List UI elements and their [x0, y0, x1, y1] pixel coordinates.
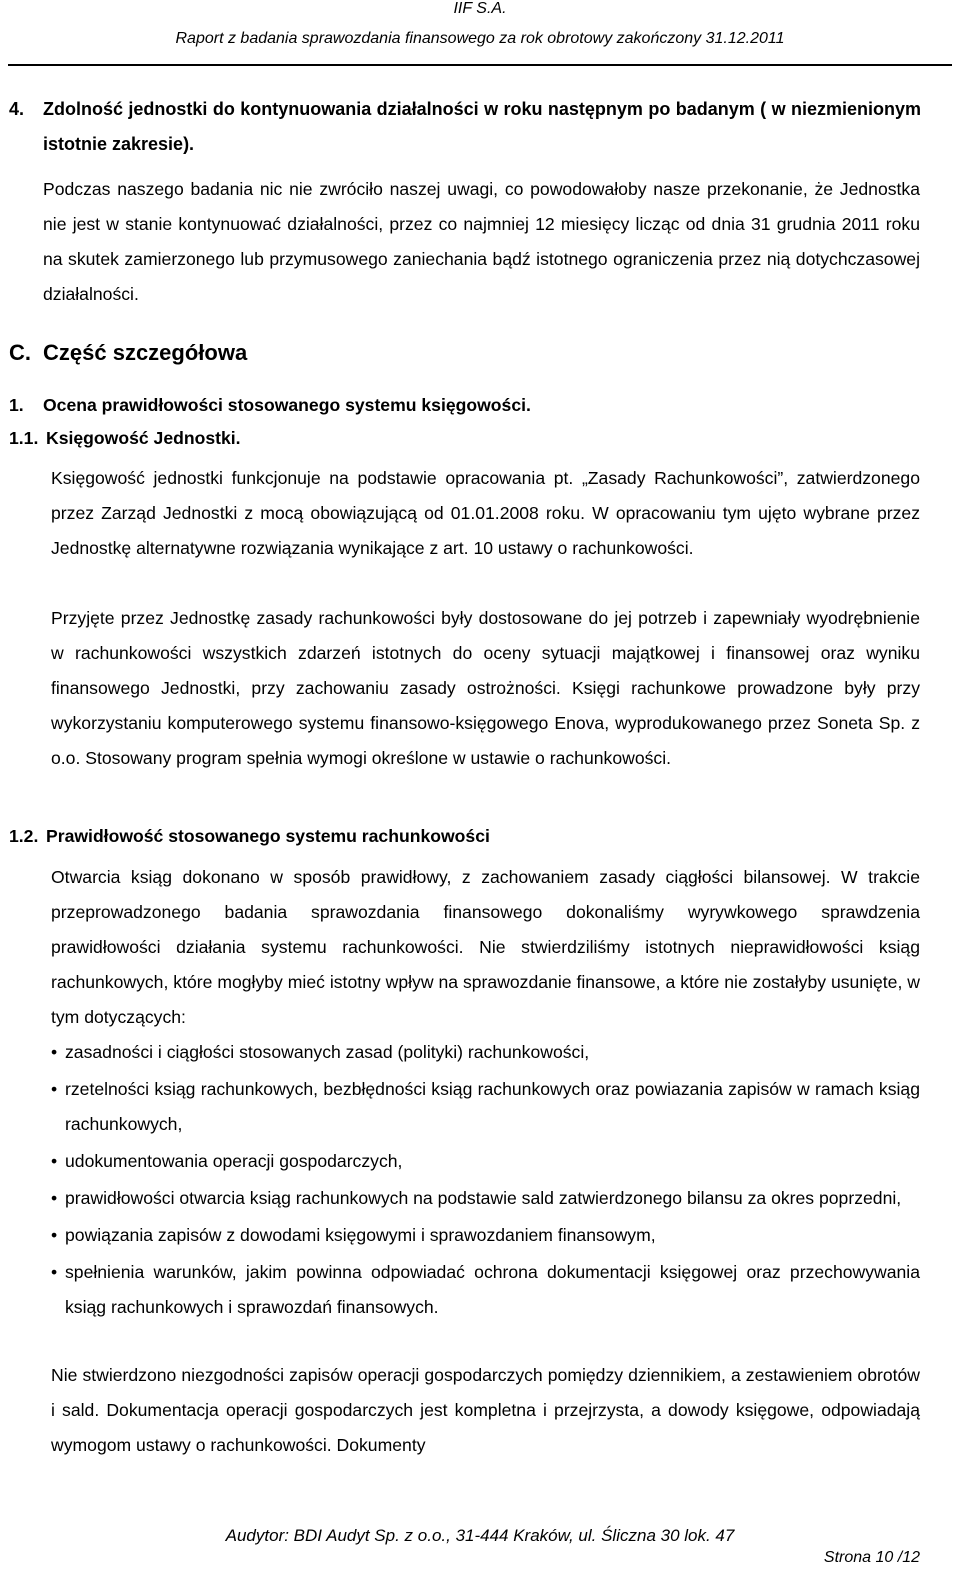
section-1-1-heading — [9, 428, 241, 449]
list-item: • rzetelności ksiąg rachunkowych, bezbłędności ksiąg rachunkowych oraz powiazania zapisów w ramach ksiąg rachunkowych, — [51, 1072, 920, 1142]
list-item: • spełnienia warunków, jakim powinna odpowiadać ochrona dokumentacji księgowej oraz przechowywania ksiąg rachunkowych i sprawozdań finansowych. — [51, 1255, 920, 1325]
bullet-icon: • — [51, 1151, 58, 1171]
list-item: • udokumentowania operacji gospodarczych, — [51, 1144, 920, 1179]
section-1-2-paragraph-1: Otwarcia ksiąg dokonano w sposób prawidłowy, z zachowaniem zasady ciągłości bilansowej. W trakcie przeprowadzonego badania sprawozdania finansowego dokonaliśmy wyrywkowego sprawdzenia prawidłowości działania systemu rachunkowości. Nie stwierdziliśmy istotnych nieprawidłowości ksiąg rachunkowych, które mogłyby mieć istotny wpływ na sprawozdanie finansowe, a które nie zostałyby usunięte, w tym dotyczących: — [51, 867, 920, 1027]
section-1-title: Ocena prawidłowości stosowanego systemu księgowości. — [43, 395, 531, 415]
header-report-title: Raport z badania sprawozdania finansowego za rok obrotowy zakończony 31.12.2011 — [175, 30, 785, 47]
footer-auditor: Audytor: BDI Audyt Sp. z o.o., 31-444 Kraków, ul. Śliczna 30 lok. 47 — [225, 1526, 735, 1545]
section-1-2-title: Prawidłowość stosowanego systemu rachunkowości — [46, 826, 490, 846]
section-4-title: Zdolność jednostki do kontynuowania działalności w roku następnym po badanym ( w niezmienionym istotnie zakresie). — [43, 99, 921, 154]
section-1-1-number: 1.1. — [9, 428, 39, 448]
section-c-number: C. — [9, 340, 31, 365]
checks-list — [51, 1035, 920, 1327]
section-1-number: 1. — [9, 395, 24, 415]
section-1-1-paragraph-1: Księgowość jednostki funkcjonuje na podstawie opracowania pt. „Zasady Rachunkowości”, zatwierdzonego przez Zarząd Jednostki z mocą obowiązującą od 01.01.2008 roku. W opracowaniu tym ujęto wybrane przez Jednostkę alternatywne rozwiązania wynikające z art. 10 ustawy o rachunkowości. — [51, 468, 920, 558]
section-c-title: Część szczegółowa — [43, 340, 248, 365]
bullet-icon: • — [51, 1079, 58, 1099]
bullet-icon: • — [51, 1262, 58, 1282]
section-1-heading — [9, 395, 531, 416]
header-divider — [8, 64, 952, 66]
bullet-icon: • — [51, 1042, 58, 1062]
page-number: Strona 10 /12 — [823, 1549, 920, 1566]
list-item: • prawidłowości otwarcia ksiąg rachunkowych na podstawie sald zatwierdzonego bilansu za okres poprzedni, — [51, 1181, 920, 1216]
section-1-1-paragraph-2: Przyjęte przez Jednostkę zasady rachunkowości były dostosowane do jej potrzeb i zapewniały wyodrębnienie w rachunkowości wszystkich zdarzeń istotnych do oceny sytuacji majątkowej i finansowej oraz wyniku finansowego Jednostki, przy zachowaniu zasady ostrożności. Księgi rachunkowe prowadzone były przy wykorzystaniu komputerowego systemu finansowo-księgowego Enova, wyprodukowanego przez Soneta Sp. z o.o. Stosowany program spełnia wymogi określone w ustawie o rachunkowości. — [51, 608, 920, 768]
section-1-2-paragraph-2: Nie stwierdzono niezgodności zapisów operacji gospodarczych pomiędzy dziennikiem, a zestawieniem obrotów i sald. Dokumentacja operacji gospodarczych jest kompletna i przejrzysta, a dowody księgowe, odpowiadają wymogom ustawy o rachunkowości. Dokumenty — [51, 1365, 920, 1455]
section-c-heading — [9, 340, 247, 366]
section-4-heading — [9, 92, 921, 162]
header-company: IIF S.A. — [453, 0, 507, 17]
list-item: • powiązania zapisów z dowodami księgowymi i sprawozdaniem finansowym, — [51, 1218, 920, 1253]
bullet-icon: • — [51, 1188, 58, 1208]
section-4-number: 4. — [9, 99, 25, 119]
bullet-icon: • — [51, 1225, 58, 1245]
section-1-2-number: 1.2. — [9, 826, 39, 846]
section-1-2-heading — [9, 826, 490, 847]
section-1-1-title: Księgowość Jednostki. — [46, 428, 241, 448]
list-item: • zasadności i ciągłości stosowanych zasad (polityki) rachunkowości, — [51, 1035, 920, 1070]
section-4-paragraph: Podczas naszego badania nic nie zwróciło naszej uwagi, co powodowałoby nasze przekonanie, że Jednostka nie jest w stanie kontynuować działalności, przez co najmniej 12 miesięcy licząc od dnia 31 grudnia 2011 roku na skutek zamierzonego lub przymusowego zaniechania bądź istotnego ograniczenia przez nią dotychczasowej działalności. — [43, 179, 920, 304]
